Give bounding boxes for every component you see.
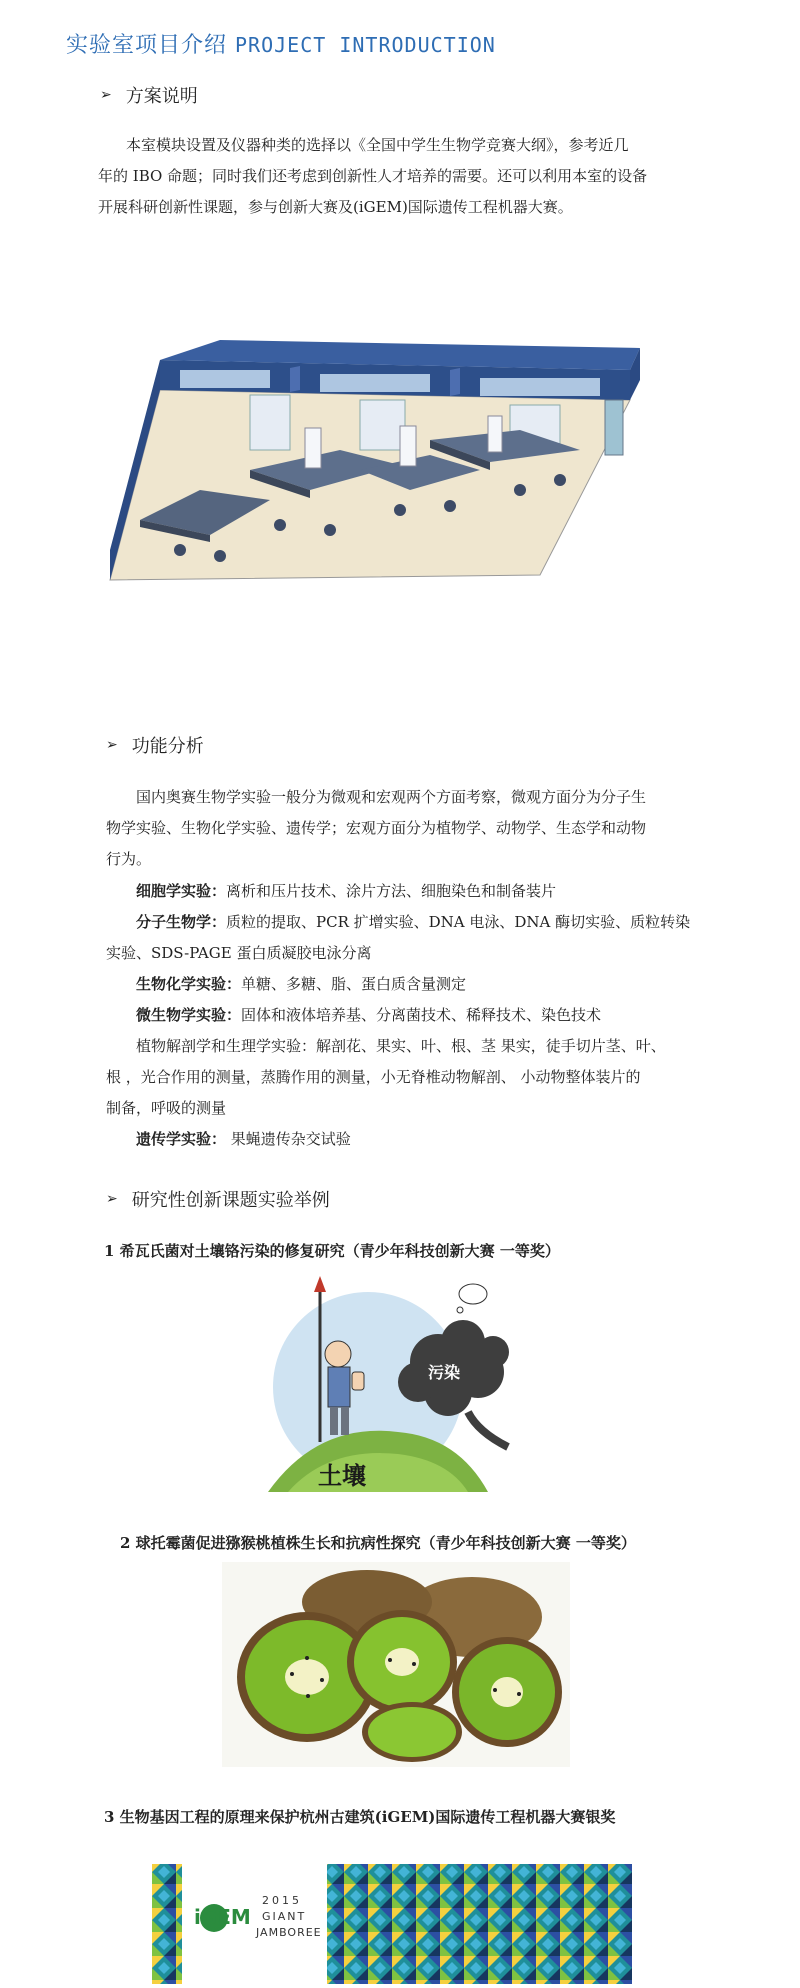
section-heading-text: 功能分析	[131, 736, 204, 757]
section-heading-plan	[100, 82, 198, 108]
section-heading-text: 方案说明	[125, 86, 198, 107]
igem-logo-line2: JAMBOREE	[256, 1926, 322, 1939]
paragraph-line: 本室模块设置及仪器种类的选择以《全国中学生生物学竞赛大纲》，参考近几	[126, 136, 629, 154]
paragraph-line: 年的 IBO 命题；同时我们还考虑到创新性人才培养的需要。还可以利用本室的设备	[98, 167, 648, 185]
section-heading-innovation	[106, 1186, 330, 1212]
pollution-label: 污染	[428, 1363, 461, 1382]
page-title	[66, 28, 496, 59]
experiment-item-plant-cont: 制备，呼吸的测量	[106, 1099, 227, 1117]
case-caption-1: 1 希瓦氏菌对土壤铬污染的修复研究（青少年科技创新大赛 一等奖）	[104, 1242, 560, 1260]
igem-jamboree-banner	[152, 1860, 632, 1984]
igem-logo-name: iGEM	[194, 1905, 251, 1929]
case-caption-3: 3 生物基因工程的原理来保护杭州古建筑(iGEM)国际遗传工程机器大赛银奖	[104, 1808, 616, 1826]
pollution-cartoon-image	[248, 1272, 538, 1492]
lab-layout-illustration	[100, 330, 640, 590]
experiment-item-genetics: 遗传学实验： 果蝇遗传杂交试验	[136, 1130, 351, 1148]
experiment-item-plant-cont: 根 ，光合作用的测量，蒸腾作用的测量，小无脊椎动物解剖、 小动物整体装片的	[106, 1068, 641, 1086]
experiment-item-biochem: 生物化学实验：单糖、多糖、脂、蛋白质含量测定	[136, 975, 467, 993]
experiment-item-cell: 细胞学实验：离析和压片技术、涂片方法、细胞染色和制备装片	[136, 882, 557, 900]
igem-logo-year: 2015	[262, 1894, 302, 1907]
igem-logo-line1: GIANT	[262, 1910, 307, 1923]
case-caption-2: 2 球托霉菌促进猕猴桃植株生长和抗病性探究（青少年科技创新大赛 一等奖）	[120, 1534, 636, 1552]
experiment-item-molecular: 分子生物学：质粒的提取、PCR 扩增实验、DNA 电泳、DNA 酶切实验、质粒转染	[136, 913, 691, 931]
page-title-cn: 实验室项目介绍	[66, 33, 228, 58]
arrow-bullet-icon: ➢	[106, 1191, 118, 1207]
intro-line: 行为。	[106, 850, 152, 868]
section-heading-function	[106, 732, 204, 758]
experiment-item-micro: 微生物学实验：固体和液体培养基、分离菌技术、稀释技术、染色技术	[136, 1006, 602, 1024]
section-heading-text: 研究性创新课题实验举例	[131, 1190, 330, 1211]
intro-line: 物学实验、生物化学实验、遗传学；宏观方面分为植物学、动物学、生态学和动物	[106, 819, 647, 837]
page-title-en: PROJECT INTRODUCTION	[235, 33, 496, 57]
arrow-bullet-icon: ➢	[100, 87, 112, 103]
kiwi-fruit-image	[222, 1562, 570, 1767]
intro-line: 国内奥赛生物学实验一般分为微观和宏观两个方面考察，微观方面分为分子生	[136, 788, 647, 806]
paragraph-line: 开展科研创新性课题，参与创新大赛及(iGEM)国际遗传工程机器大赛。	[98, 198, 573, 216]
experiment-item-molecular-cont: 实验、SDS-PAGE 蛋白质凝胶电泳分离	[106, 944, 372, 962]
soil-label: 土壤	[318, 1462, 366, 1490]
arrow-bullet-icon: ➢	[106, 737, 118, 753]
experiment-item-plant: 植物解剖学和生理学实验：解剖花、果实、叶、根、茎 果实，徒手切片茎、叶、	[136, 1037, 666, 1055]
